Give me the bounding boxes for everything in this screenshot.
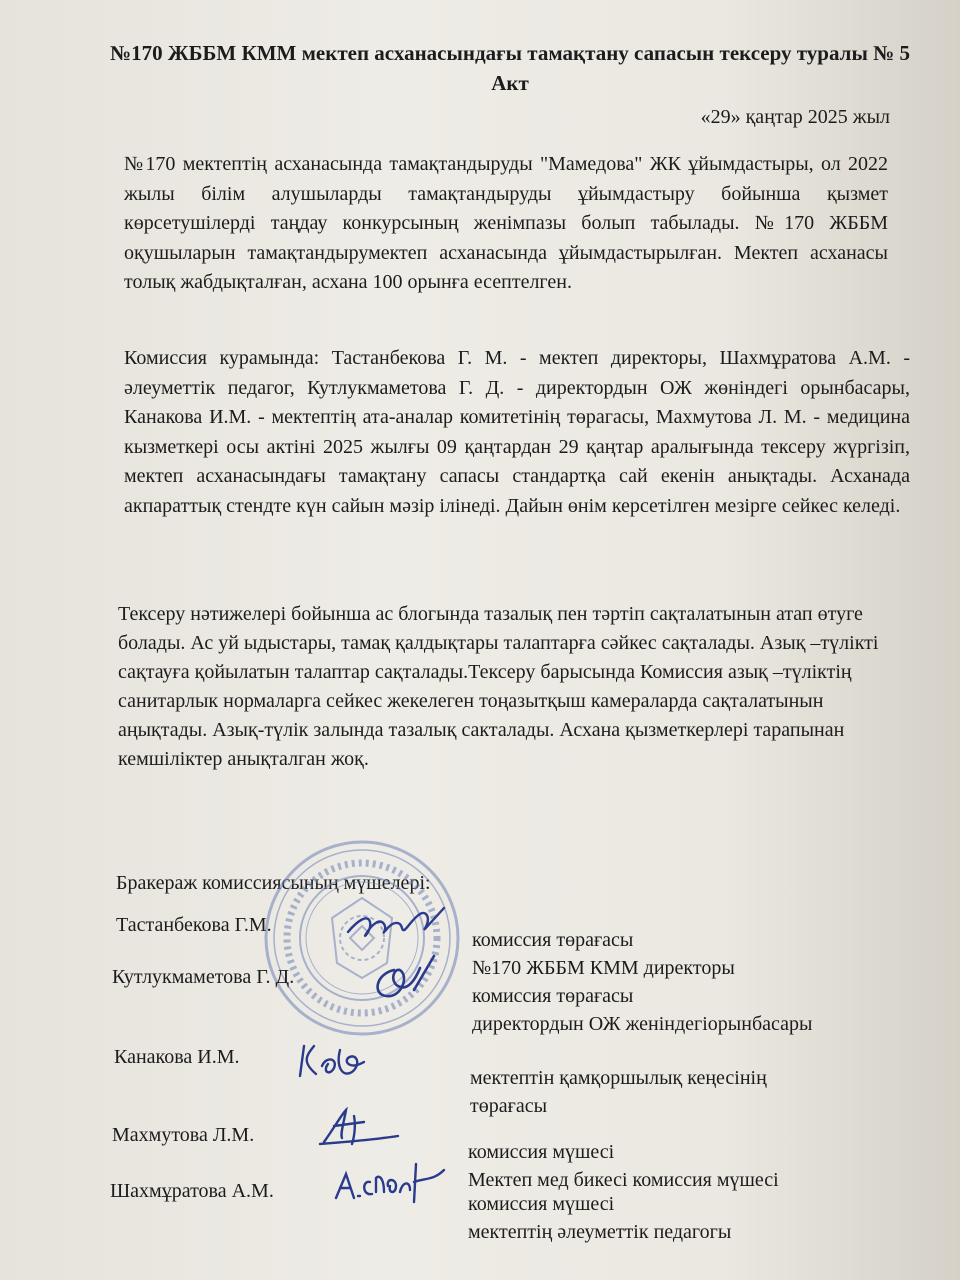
member-name: Шахмұратова А.М. [110, 1180, 274, 1202]
member-name: Тастанбекова Г.М. [116, 914, 272, 936]
member-role: комиссия мүшесі Мектеп мед бикесі комиссия мүшесі [468, 1141, 779, 1191]
signature-shakhmuratova [330, 1152, 450, 1208]
member-name: Канакова И.М. [114, 1046, 240, 1068]
member-name: Кутлукмаметова Г. Д. [112, 966, 295, 988]
signature-kutlukmametova [364, 950, 444, 1010]
signature-kanakova [292, 1036, 372, 1086]
signature-tastanbekova [340, 900, 450, 950]
paragraph-1: №170 мектептің асханасында тамақтандыруды "Мамедова" ЖК ұйымдастыры, ол 2022 жылы білім алушыларды тамақтандыруды ұйымдастыру бойынша қызмет көрсетушілерді таңдау конкурсының женімпазы болып табылады. №170 ЖББМ оқушыларын тамақтандырумектеп асханасында ұйымдастырылған. Мектеп асханасы толық жабдықталған, асхана 100 орынға есептелген. [124, 153, 888, 293]
members-heading: Бракераж комиссиясының мүшелері: [116, 872, 431, 894]
member-role: комиссия төрағасы директордын ОЖ женіндегіорынбасары [472, 985, 813, 1035]
signature-makhmutova [314, 1098, 404, 1154]
member-role: комиссия мүшесі мектептің әлеуметтік педагогы [468, 1193, 732, 1243]
member-role: мектептін қамқоршылық кеңесінің төрағасы [470, 1067, 767, 1117]
paragraph-3: Тексеру нәтижелері бойынша ас блогында тазалық пен тәртіп сақталатынын атап өтуге болады. Ас уй ыдыстары, тамақ қалдықтары талаптарға сәйкес сақталады. Азық –түлікті сақтауға қойылатын талаптар сақталады.Тексеру барысында Комиссия азық –түліктің санитарлык нормаларга сейкес жекелеген тоңазытқыш камераларда сақталатынын аңықтады. Азық-түлік залында тазалық сакталады. Асхана қызметкерлері тарапынан кемшіліктер анықталган жоқ. [118, 603, 879, 770]
paragraph-2: Комиссия курамында: Тастанбекова Г. М. - мектеп директоры, Шахмұратова А.М. - әлеуметтік педагог, Кутлукмаметова Г. Д. - директордын ОЖ жөніндегі орынбасары, Канакова И.М. - мектептің ата-аналар комитетінің төрагасы, Махмутова Л. М. - медицина кызметкері осы актіні 2025 жылғы 09 қаңтардан 29 қаңтар аралығында тексеру жүргізіп, мектеп асханасындағы тамақтану сапасы стандартқа сай екенін анықтады. Асханада акпараттық стендте күн сайын мәзір ілінеді. Дайын өнім керсетілген мезірге сейкес келеді. [124, 347, 910, 517]
member-name: Махмутова Л.М. [112, 1124, 255, 1146]
member-role: комиссия төрағасы №170 ЖББМ КММ директоры [472, 929, 735, 979]
document-date: «29» қаңтар 2025 жыл [700, 106, 890, 128]
document-title: №170 ЖББМ КММ мектеп асханасындағы тамақтану сапасын тексеру туралы № 5 Акт [110, 41, 910, 95]
